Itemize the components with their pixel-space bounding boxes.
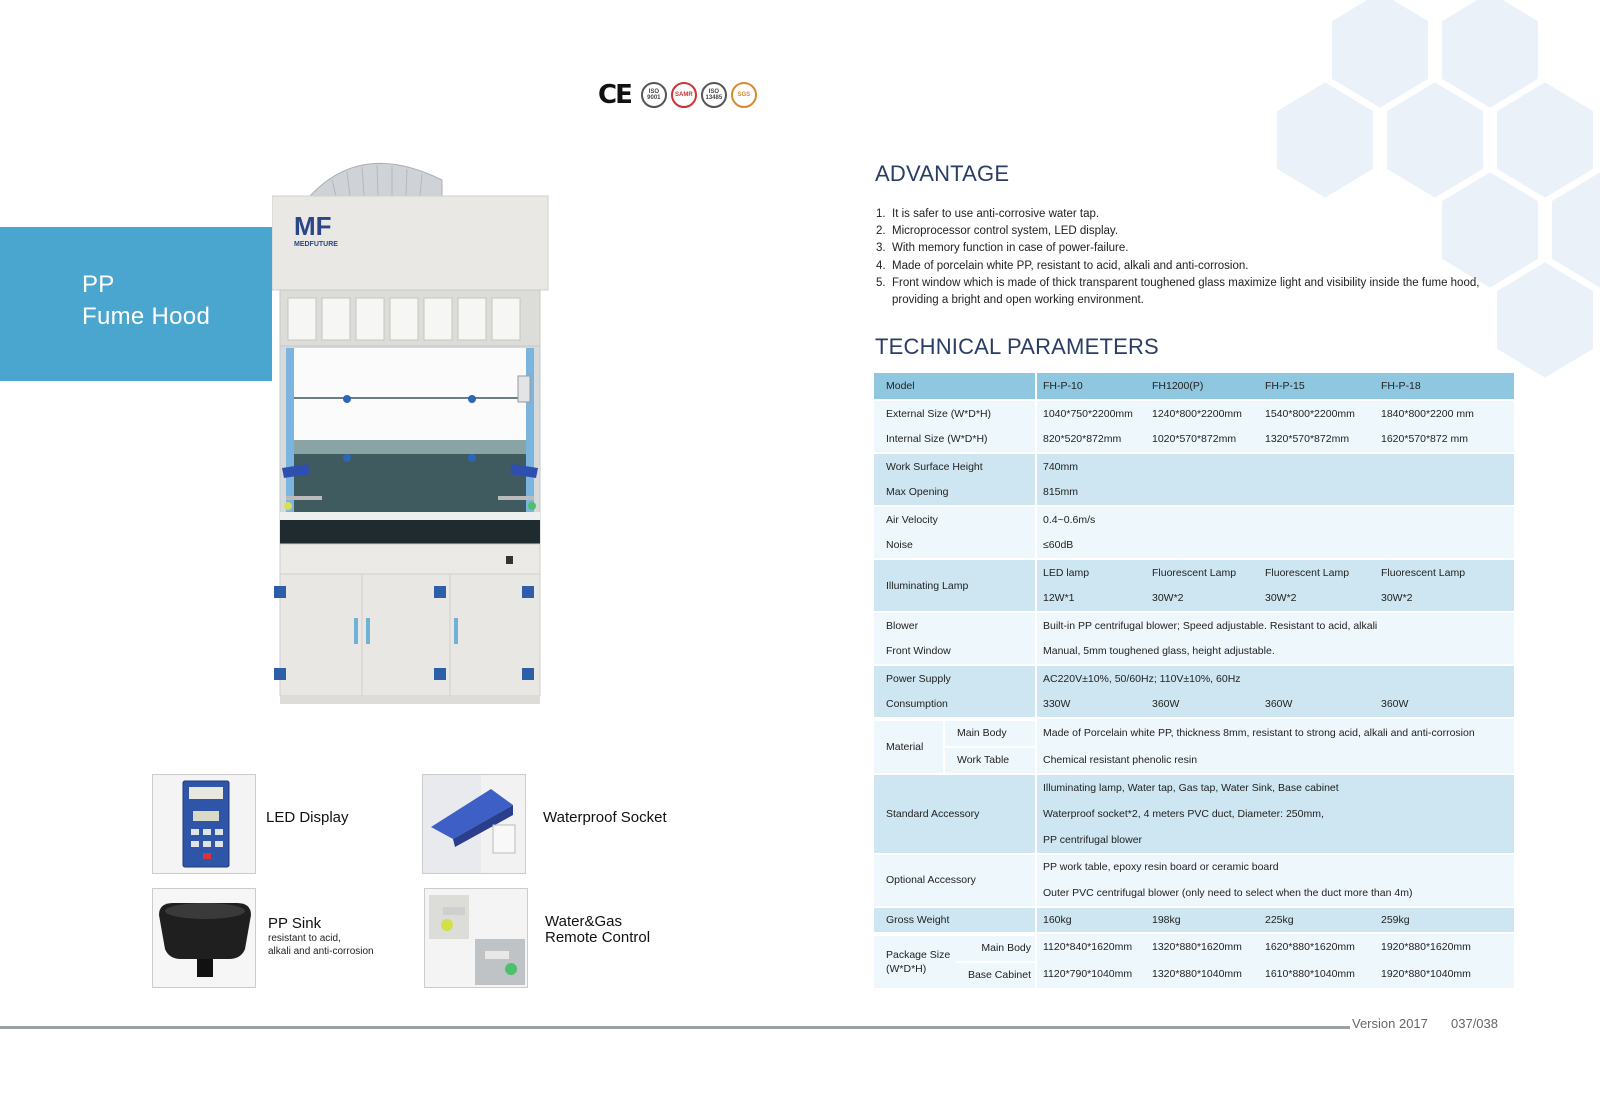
table-row: Gross Weight 160kg 198kg 225kg 259kg [874, 907, 1514, 934]
table-row: PP centrifugal blower [874, 827, 1514, 854]
pp-sink-description: resistant to acid, alkali and anti-corrosion [268, 933, 374, 957]
certification-marks [598, 80, 757, 110]
table-row: 1120*790*1040mm 1320*880*1040mm 1610*880*1040mm 1920*880*1040mm [874, 961, 1514, 989]
table-row: 12W*1 30W*2 30W*2 30W*2 [874, 586, 1514, 613]
pp-sink-thumbnail [152, 888, 256, 988]
product-title-line2: Fume Hood [82, 303, 211, 330]
advantage-heading: ADVANTAGE [875, 161, 1010, 186]
table-header-cell: Model [874, 373, 1036, 400]
waterproof-socket-label: Waterproof Socket [543, 809, 667, 826]
advantage-item: 1. It is safer to use anti-corrosive water tap. [876, 208, 1100, 220]
table-row: Blower Built-in PP centrifugal blower; Speed adjustable. Resistant to acid, alkali [874, 612, 1514, 639]
product-title-line1: PP [82, 271, 115, 298]
iso-13485-seal-icon: ISO 13485 [701, 82, 727, 108]
table-row: Internal Size (W*D*H) 820*520*872mm 1020*570*872mm 1320*570*872mm 1620*570*872 mm [874, 427, 1514, 454]
advantage-item: 4. Made of porcelain white PP, resistant to acid, alkali and anti-corrosion. [876, 259, 1249, 272]
table-row: Power Supply AC220V±10%, 50/60Hz; 110V±10%, 60Hz [874, 665, 1514, 692]
table-header-row [874, 373, 1514, 400]
table-row: Package Size (W*D*H) Main Body Base Cabinet 1120*840*1620mm 1320*880*1620mm 1620*880*1620mm 1920*880*1620mm [874, 933, 1514, 961]
table-row: Outer PVC centrifugal blower (only need to select when the duct more than 4m) [874, 880, 1514, 907]
advantage-item: 5. Front window which is made of thick transparent toughened glass maximize light and visibility inside the fume hood, providing a bright and open working environment. [876, 276, 1480, 307]
water-gas-remote-label: Water&Gas Remote Control [545, 913, 651, 946]
medfuture-logo-text: MEDFUTURE [294, 241, 338, 248]
table-header-cell: FH-P-18 [1375, 373, 1514, 400]
table-header-cell: FH1200(P) [1146, 373, 1259, 400]
table-row: Material Main Body Work Table Made of Porcelain white PP, thickness 8mm, resistant to strong acid, alkali and anti-corrosion [874, 718, 1514, 746]
table-row: Illuminating Lamp LED lamp Fluorescent Lamp Fluorescent Lamp Fluorescent Lamp [874, 559, 1514, 586]
fume-hood-illustration [272, 150, 552, 710]
hexagon-pattern-decoration [1180, 0, 1600, 400]
samr-seal-icon: SAMR [671, 82, 697, 108]
product-title-band [0, 227, 272, 381]
technical-parameters-table [874, 373, 1514, 988]
table-header-cell: FH-P-15 [1259, 373, 1375, 400]
table-row: Air Velocity 0.4~0.6m/s [874, 506, 1514, 533]
sgs-seal-icon: SGS [731, 82, 757, 108]
table-row: Standard Accessory Illuminating lamp, Water tap, Gas tap, Water Sink, Base cabinet [874, 774, 1514, 801]
technical-parameters-heading: TECHNICAL PARAMETERS [875, 334, 1159, 359]
table-row: Consumption 330W 360W 360W 360W [874, 692, 1514, 719]
ce-mark-icon: CE [598, 80, 631, 110]
water-gas-remote-thumbnail [424, 888, 528, 988]
table-row: Max Opening 815mm [874, 480, 1514, 507]
table-row: Optional Accessory PP work table, epoxy resin board or ceramic board [874, 854, 1514, 881]
waterproof-socket-thumbnail [422, 774, 526, 874]
table-row: External Size (W*D*H) 1040*750*2200mm 1240*800*2200mm 1540*800*2200mm 1840*800*2200 mm [874, 400, 1514, 427]
footer-version: Version 2017 [1352, 1016, 1428, 1031]
table-row: Waterproof socket*2, 4 meters PVC duct, Diameter: 250mm, [874, 801, 1514, 828]
led-display-label: LED Display [266, 809, 349, 826]
pp-sink-label: PP Sink [268, 915, 322, 932]
led-display-thumbnail [152, 774, 256, 874]
table-row: Work Surface Height 740mm [874, 453, 1514, 480]
table-header-cell: FH-P-10 [1036, 373, 1146, 400]
advantage-list [876, 206, 1496, 309]
table-row: Front Window Manual, 5mm toughened glass, height adjustable. [874, 639, 1514, 666]
table-row: Chemical resistant phenolic resin [874, 746, 1514, 774]
table-row: Noise ≤60dB [874, 533, 1514, 560]
advantage-item: 2. Microprocessor control system, LED display. [876, 225, 1119, 238]
footer-page-number: 037/038 [1451, 1016, 1498, 1031]
advantage-item: 3. With memory function in case of power-failure. [876, 242, 1129, 255]
footer-rule [0, 1026, 1350, 1029]
mf-logo-icon: MF [294, 211, 332, 241]
iso-9001-seal-icon: ISO 9001 [641, 82, 667, 108]
